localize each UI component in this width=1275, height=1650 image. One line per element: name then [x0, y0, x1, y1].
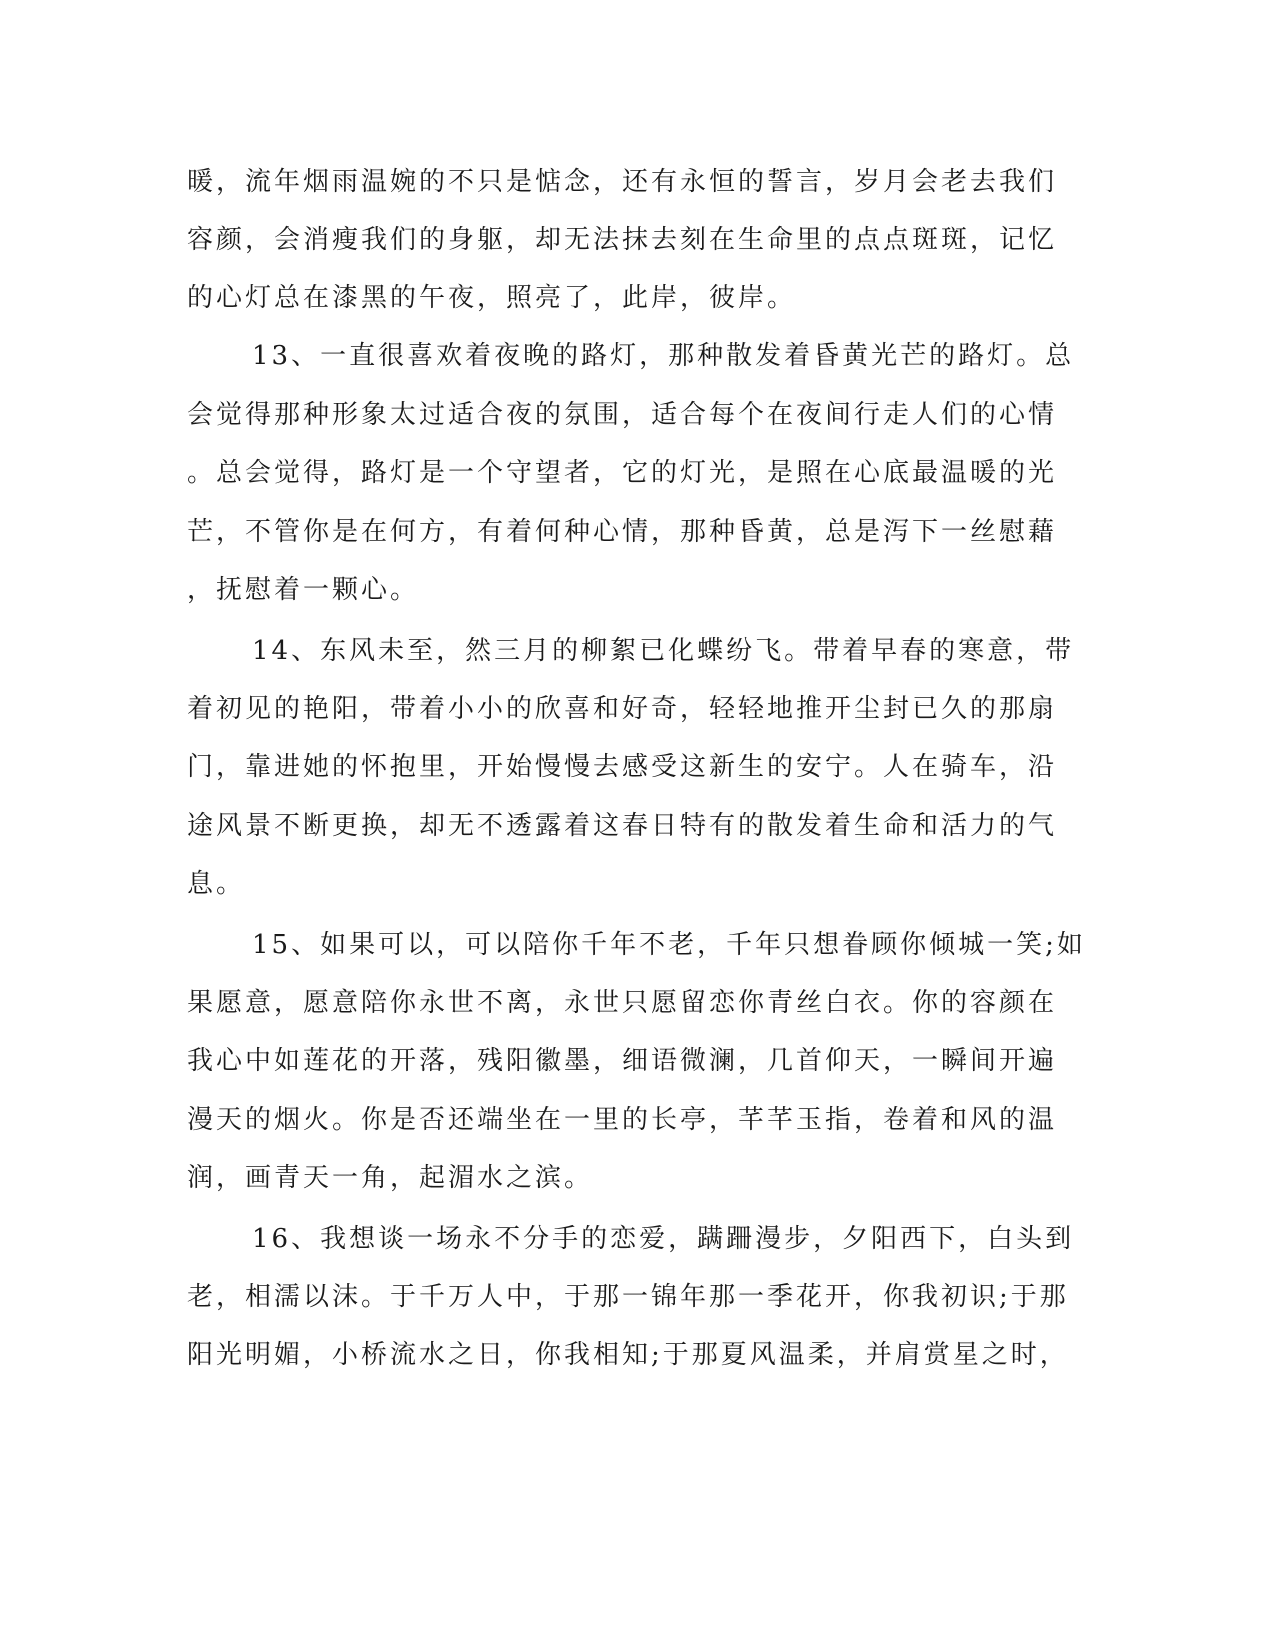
text-line: 老，相濡以沫。于千万人中，于那一锦年那一季花开，你我初识;于那 [187, 1282, 1069, 1312]
text-line: 会觉得那种形象太过适合夜的氛围，适合每个在夜间行走人们的心情 [187, 400, 1058, 430]
text-line: 芒，不管你是在何方，有着何种心情，那种昏黄，总是泻下一丝慰藉 [187, 517, 1058, 547]
text-line: 暖，流年烟雨温婉的不只是惦念，还有永恒的誓言，岁月会老去我们 [187, 167, 1058, 197]
text-line: 15、如果可以，可以陪你千年不老，千年只想眷顾你倾城一笑;如 [252, 930, 1086, 960]
text-line: 14、东风未至，然三月的柳絮已化蝶纷飞。带着早春的寒意，带 [252, 636, 1075, 666]
text-line: 漫天的烟火。你是否还端坐在一里的长亭，芊芊玉指，卷着和风的温 [187, 1105, 1058, 1135]
text-line: 我心中如莲花的开落，残阳徽墨，细语微澜，几首仰天，一瞬间开遍 [187, 1046, 1058, 1076]
text-line: 13、一直很喜欢着夜晚的路灯，那种散发着昏黄光芒的路灯。总 [252, 341, 1075, 371]
text-line: ，抚慰着一颗心。 [187, 575, 420, 605]
text-line: 门，靠进她的怀抱里，开始慢慢去感受这新生的安宁。人在骑车，沿 [187, 752, 1058, 782]
text-line: 。总会觉得，路灯是一个守望者，它的灯光，是照在心底最温暖的光 [187, 458, 1058, 488]
text-line: 阳光明媚，小桥流水之日，你我相知;于那夏风温柔，并肩赏星之时， [187, 1340, 1069, 1370]
text-line: 着初见的艳阳，带着小小的欣喜和好奇，轻轻地推开尘封已久的那扇 [187, 694, 1058, 724]
text-line: 16、我想谈一场永不分手的恋爱，蹒跚漫步，夕阳西下，白头到 [252, 1224, 1075, 1254]
text-line: 容颜，会消瘦我们的身躯，却无法抹去刻在生命里的点点斑斑，记忆 [187, 225, 1058, 255]
text-line: 润，画青天一角，起湄水之滨。 [187, 1163, 594, 1193]
text-line: 息。 [187, 869, 246, 899]
text-line: 果愿意，愿意陪你永世不离，永世只愿留恋你青丝白衣。你的容颜在 [187, 988, 1058, 1018]
text-line: 的心灯总在漆黑的午夜，照亮了，此岸，彼岸。 [187, 283, 797, 313]
text-line: 途风景不断更换，却无不透露着这春日特有的散发着生命和活力的气 [187, 811, 1058, 841]
